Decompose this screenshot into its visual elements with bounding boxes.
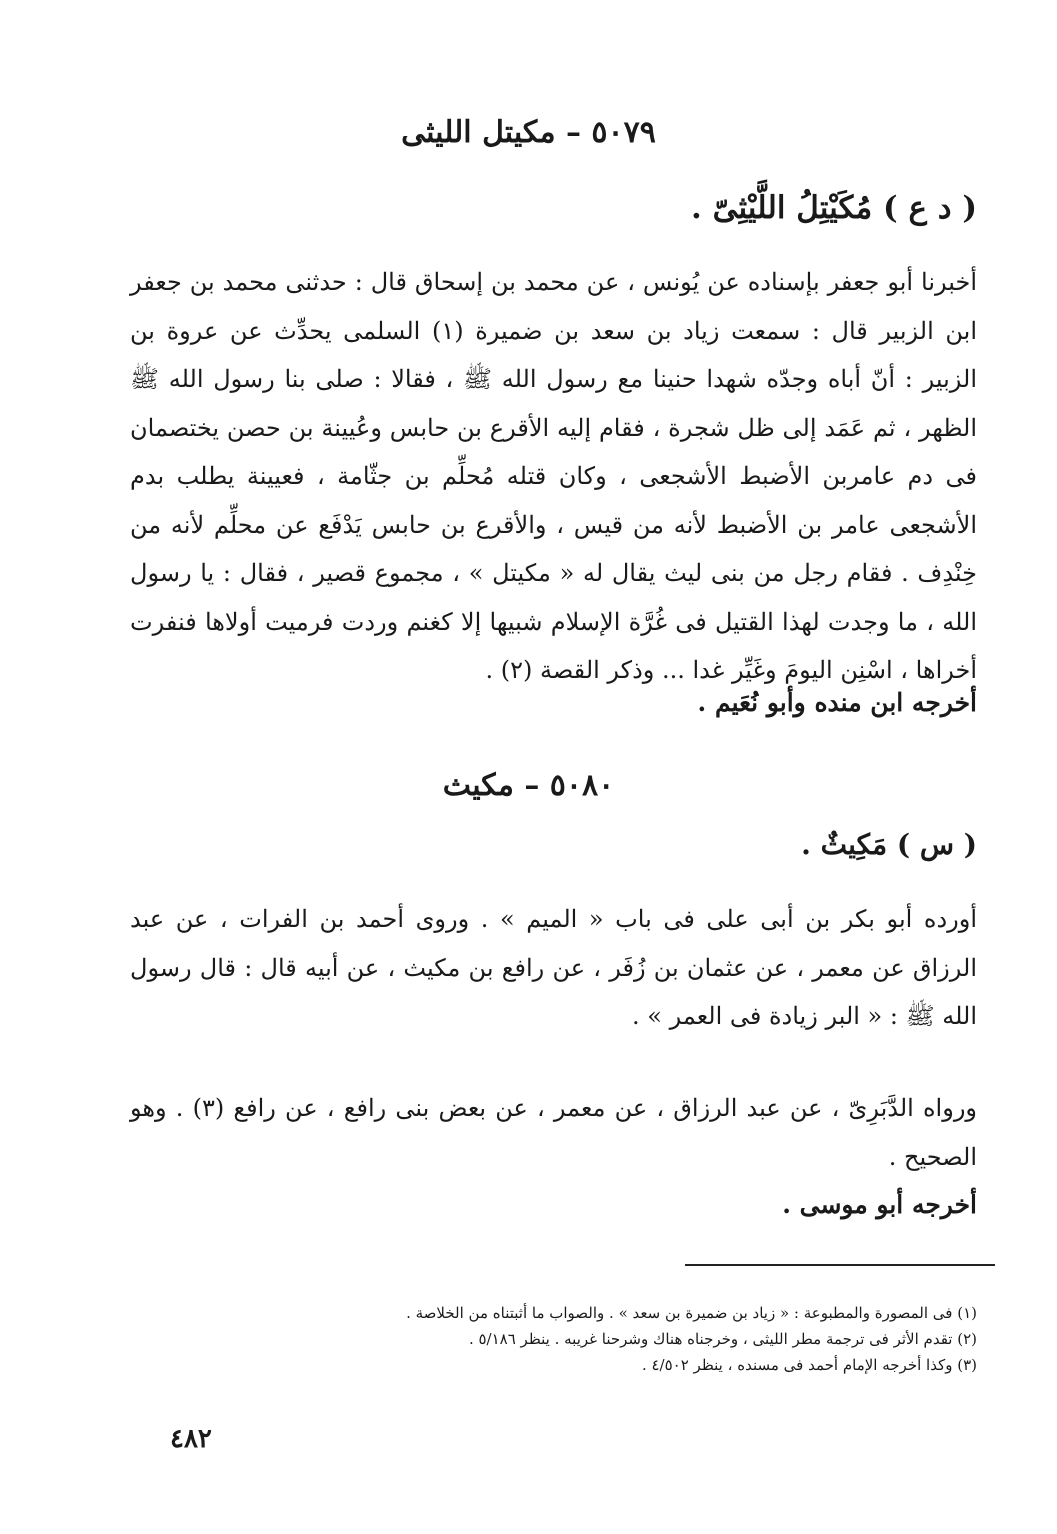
footnote-2: (٢) تقدم الأثر فى ترجمة مطر الليثى ، وخرجناه هناك وشرحنا غريبه . ينظر ٥/١٨٦ . — [468, 1330, 977, 1348]
entry-heading-5079: ٥٠٧٩ – مكيتل الليثى — [401, 115, 656, 150]
page-number: ٤٨٢ — [170, 1424, 212, 1454]
entry-paragraph-5079: أخبرنا أبو جعفر بإسناده عن يُونس ، عن محمد بن إسحاق قال : حدثنى محمد بن جعفر ابن الزبير قال : سمعت زياد بن سعد بن ضميرة (١) السلمى يحدِّث عن عروة بن الزبير : أنّ أباه وجدّه شهدا حنينا مع رسول الله ﷺ ، فقالا : صلى بنا رسول الله ﷺ الظهر ، ثم عَمَد إلى ظل شجرة ، فقام إليه الأقرع بن حابس وعُيينة بن حصن يختصمان فى دم عامربن الأضبط الأشجعى ، وكان قتله مُحلِّم بن جثّامة ، فعيينة يطلب بدم الأشجعى عامر بن الأضبط لأنه من قيس ، والأقرع بن حابس يَدْفَع عن محلِّم لأنه من خِنْدِف . فقام رجل من بنى ليث يقال له « مكيتل » ، مجموع قصير ، فقال : يا رسول الله ، ما وجدت لهذا القتيل فى غُرَّة الإسلام شبيها إلا كغنم وردت فرميت أولاها فنفرت أخراها ، اسْنِن اليومَ وغَيِّر غدا ... وذكر القصة (٢) . — [130, 268, 978, 684]
entry-paragraph-5080-b: ورواه الدَّبَرِىّ ، عن عبد الرزاق ، عن معمر ، عن بعض بنى رافع ، عن رافع (٣) . وهو الصحيح . — [130, 1094, 977, 1171]
entry-paragraph-5080-a: أورده أبو بكر بن أبى على فى باب « الميم » . وروى أحمد بن الفرات ، عن عبد الرزاق عن معمر ، عن عثمان بن زُفَر ، عن رافع بن مكيث ، عن أبيه قال : قال رسول الله ﷺ : « البر زيادة فى العمر » . — [130, 905, 977, 1030]
footnotes — [330, 1300, 977, 1378]
entry-closing-5080: أخرجه أبو موسى . — [782, 1190, 977, 1219]
footnote-3: (٣) وكذا أخرجه الإمام أحمد فى مسنده ، ينظر ٤/٥٠٢ . — [641, 1356, 977, 1374]
footnote-1: (١) فى المصورة والمطبوعة : « زياد بن ضميرة بن سعد » . والصواب ما أثبتناه من الخلاصة . — [406, 1304, 977, 1322]
entry-label-5079: ( د ع ) مُكَيْتِلُ اللَّيْثِىّ . — [691, 190, 977, 226]
footnote-separator — [685, 1264, 995, 1266]
entry-label-5080: ( س ) مَكِيثٌ . — [801, 828, 977, 861]
entry-closing-5079: أخرجه ابن منده وأبو نُعَيم . — [697, 688, 977, 717]
entry-heading-5080: ٥٠٨٠ – مكيث — [442, 768, 615, 803]
